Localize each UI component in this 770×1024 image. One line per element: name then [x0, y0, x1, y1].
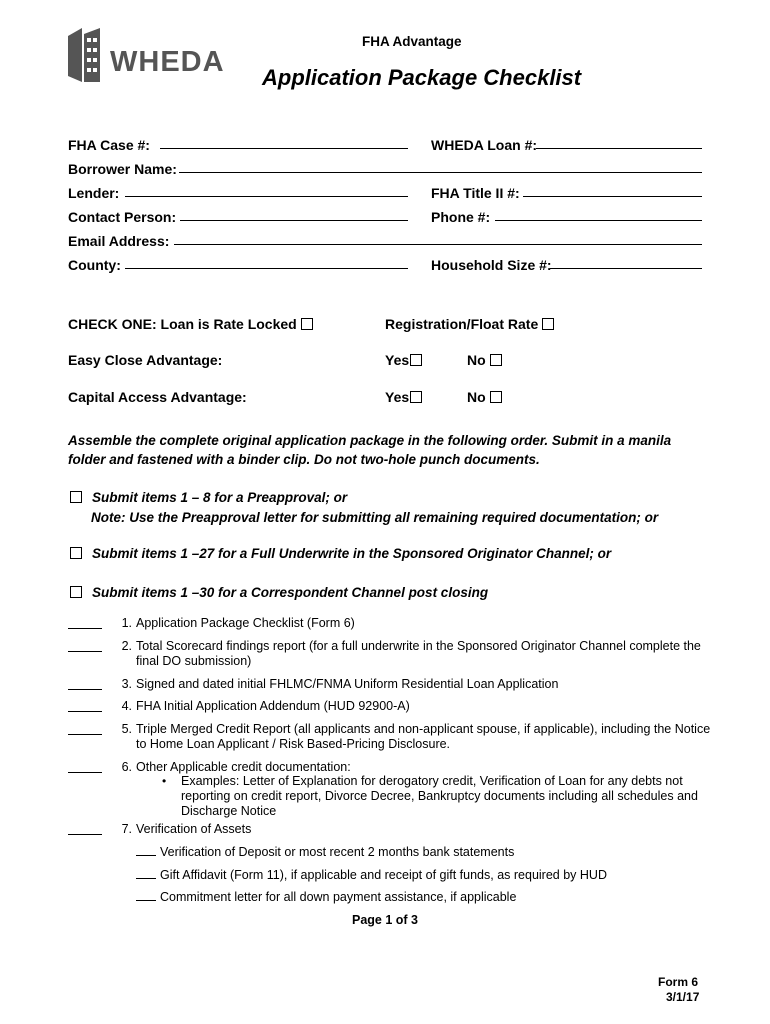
registration-checkbox[interactable]	[542, 318, 554, 330]
checklist-blank[interactable]	[68, 734, 102, 735]
item-number: 3.	[121, 677, 132, 691]
borrower-name-field[interactable]	[179, 172, 702, 173]
easy-close-yes	[385, 352, 422, 368]
full-underwrite-checkbox[interactable]	[70, 547, 82, 559]
checklist-blank[interactable]	[68, 834, 102, 835]
lender-field[interactable]	[125, 196, 408, 197]
fha-title-field[interactable]	[523, 196, 702, 197]
bullet-dot-icon: •	[162, 774, 167, 788]
rate-locked-option	[68, 316, 313, 332]
registration-label: Registration/Float Rate	[385, 316, 539, 332]
phone-label: Phone #:	[431, 209, 491, 225]
capital-access-no	[467, 389, 502, 405]
page-number: Page 1 of 3	[352, 913, 418, 927]
contact-person-field[interactable]	[180, 220, 408, 221]
contact-person-label: Contact Person:	[68, 209, 177, 225]
item-text: Other Applicable credit documentation:	[136, 760, 351, 774]
capital-access-yes	[385, 389, 422, 405]
asset-blank[interactable]	[136, 855, 156, 856]
easy-close-label: Easy Close Advantage:	[68, 352, 223, 368]
easy-close-no-checkbox[interactable]	[490, 354, 502, 366]
fha-title-label: FHA Title II #:	[431, 185, 520, 201]
submit-option-preapproval	[70, 490, 347, 505]
asset-text: Verification of Deposit or most recent 2 months bank statements	[160, 845, 515, 859]
form-date: 3/1/17	[666, 990, 700, 1004]
item-text: Verification of Assets	[136, 822, 252, 836]
form-number: Form 6	[658, 975, 699, 989]
item-text: Total Scorecard findings report (for a full underwrite in the Sponsored Originator Channel complete the final DO submission)	[136, 639, 701, 668]
borrower-name-label: Borrower Name:	[68, 161, 177, 177]
bullet-examples: Examples: Letter of Explanation for derogatory credit, Verification of Loan for any debts not reporting on credit report, Divorce Decree, Bankruptcy documents including all schedules and Discharge Notice	[181, 774, 698, 818]
item-number: 7.	[121, 822, 132, 836]
checklist-blank[interactable]	[68, 772, 102, 773]
easy-close-no-label: No	[467, 352, 486, 368]
registration-option	[385, 316, 554, 332]
fha-case-field[interactable]	[160, 148, 408, 149]
item-number: 4.	[121, 699, 132, 713]
preapproval-checkbox[interactable]	[70, 491, 82, 503]
household-size-field[interactable]	[550, 268, 702, 269]
rate-locked-label: CHECK ONE: Loan is Rate Locked	[68, 316, 297, 332]
logo-text: WHEDA	[110, 46, 225, 78]
full-underwrite-label: Submit items 1 –27 for a Full Underwrite in the Sponsored Originator Channel; or	[92, 546, 612, 561]
capital-access-no-checkbox[interactable]	[490, 391, 502, 403]
correspondent-label: Submit items 1 –30 for a Correspondent Channel post closing	[92, 585, 489, 600]
asset-blank[interactable]	[136, 900, 156, 901]
capital-access-no-label: No	[467, 389, 486, 405]
capital-access-yes-label: Yes	[385, 389, 410, 405]
checklist-item	[68, 722, 711, 754]
lender-label: Lender:	[68, 185, 120, 201]
asset-blank[interactable]	[136, 878, 156, 879]
checklist-blank[interactable]	[68, 651, 102, 652]
rate-locked-checkbox[interactable]	[301, 318, 313, 330]
household-size-label: Household Size #:	[431, 257, 552, 273]
asset-item	[136, 868, 607, 882]
checklist-item	[68, 639, 708, 671]
item-text: Signed and dated initial FHLMC/FNMA Uniform Residential Loan Application	[136, 677, 559, 691]
page-title: Application Package Checklist	[262, 65, 582, 90]
asset-text: Commitment letter for all down payment assistance, if applicable	[160, 890, 517, 904]
asset-item	[136, 845, 514, 859]
wheda-loan-field[interactable]	[536, 148, 702, 149]
instruction-line-1: Assemble the complete original application package in the following order. Submit in a manila	[68, 433, 672, 448]
email-field[interactable]	[174, 244, 702, 245]
easy-close-no	[467, 352, 502, 368]
instruction-line-2: folder and fastened with a binder clip. Do not two-hole punch documents.	[68, 452, 540, 467]
preapproval-label: Submit items 1 – 8 for a Preapproval; or	[92, 490, 348, 505]
wheda-logo	[66, 26, 236, 86]
asset-text: Gift Affidavit (Form 11), if applicable and receipt of gift funds, as required by HUD	[160, 868, 607, 882]
correspondent-checkbox[interactable]	[70, 586, 82, 598]
checklist-blank[interactable]	[68, 628, 102, 629]
preapproval-note: Note: Use the Preapproval letter for submitting all remaining required documentation; or	[91, 510, 659, 525]
submit-option-correspondent	[70, 585, 488, 600]
item-text: FHA Initial Application Addendum (HUD 92900-A)	[136, 699, 410, 713]
item-number: 6.	[121, 760, 132, 774]
item-text: Triple Merged Credit Report (all applicants and non-applicant spouse, if applicable), including the Notice to Home Loan Applicant / Risk Based-Pricing Disclosure.	[136, 722, 711, 751]
item-number: 1.	[121, 616, 132, 630]
checklist-blank[interactable]	[68, 711, 102, 712]
asset-item	[136, 890, 516, 904]
fha-case-label: FHA Case #:	[68, 137, 150, 153]
submit-option-full-underwrite	[70, 546, 611, 561]
easy-close-yes-label: Yes	[385, 352, 410, 368]
program-name: FHA Advantage	[362, 34, 462, 49]
easy-close-yes-checkbox[interactable]	[410, 354, 422, 366]
capital-access-label: Capital Access Advantage:	[68, 389, 247, 405]
email-label: Email Address:	[68, 233, 170, 249]
item-number: 5.	[121, 722, 132, 736]
county-field[interactable]	[125, 268, 408, 269]
checklist-blank[interactable]	[68, 689, 102, 690]
item-text: Application Package Checklist (Form 6)	[136, 616, 355, 630]
capital-access-yes-checkbox[interactable]	[410, 391, 422, 403]
building-logo-icon	[66, 26, 106, 84]
phone-field[interactable]	[495, 220, 702, 221]
wheda-loan-label: WHEDA Loan #:	[431, 137, 538, 153]
item-number: 2.	[121, 639, 132, 653]
county-label: County:	[68, 257, 121, 273]
